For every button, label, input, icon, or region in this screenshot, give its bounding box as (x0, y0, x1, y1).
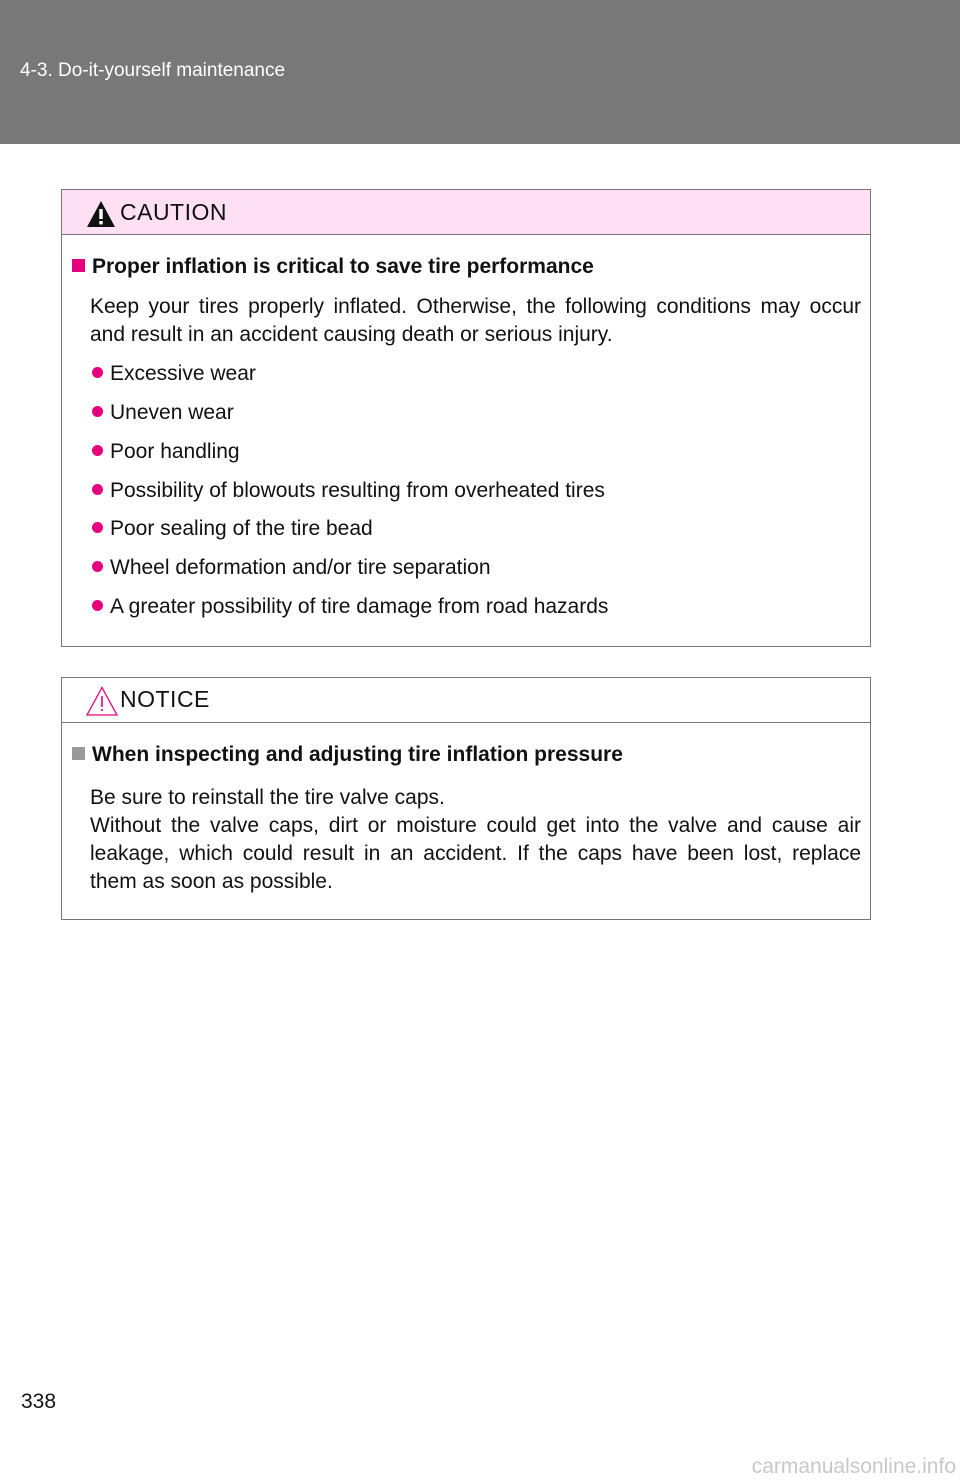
list-item: Wheel deformation and/or tire separation (92, 556, 491, 580)
square-bullet-icon (72, 747, 85, 760)
caution-header (62, 190, 870, 235)
bullet-dot-icon (92, 484, 103, 495)
page-number: 338 (21, 1390, 57, 1413)
list-item: Uneven wear (92, 401, 234, 425)
bullet-dot-icon (92, 522, 103, 533)
page-header (0, 0, 960, 144)
list-item: Poor handling (92, 440, 240, 464)
list-item: A greater possibility of tire damage from road hazards (92, 595, 608, 619)
bullet-dot-icon (92, 561, 103, 572)
watermark: carmanualsonline.info (751, 1455, 956, 1478)
square-bullet-icon (72, 259, 85, 272)
bullet-dot-icon (92, 600, 103, 611)
list-item: Poor sealing of the tire bead (92, 517, 373, 541)
bullet-dot-icon (92, 406, 103, 417)
notice-heading: When inspecting and adjusting tire inflation pressure (72, 743, 623, 767)
notice-text: Without the valve caps, dirt or moisture could get into the valve and cause air leakage, which could result in an accident. If the caps have been lost, replace them as soon as possible. (90, 814, 861, 893)
caution-intro: Keep your tires properly inflated. Otherwise, the following conditions may occur and result in an accident causing death or serious injury. (90, 295, 861, 346)
caution-box (61, 189, 871, 647)
caution-heading: Proper inflation is critical to save tire performance (72, 255, 594, 279)
list-item: Possibility of blowouts resulting from overheated tires (92, 479, 605, 503)
notice-label: NOTICE (120, 686, 210, 712)
notice-header (62, 678, 870, 723)
notice-box (61, 677, 871, 920)
warning-outline-icon (86, 686, 118, 716)
notice-line: Be sure to reinstall the tire valve caps. (90, 786, 445, 809)
list-item: Excessive wear (92, 362, 256, 386)
bullet-dot-icon (92, 367, 103, 378)
warning-icon (86, 200, 116, 228)
caution-label: CAUTION (120, 199, 227, 225)
section-title: 4-3. Do-it-yourself maintenance (20, 60, 286, 81)
bullet-dot-icon (92, 445, 103, 456)
